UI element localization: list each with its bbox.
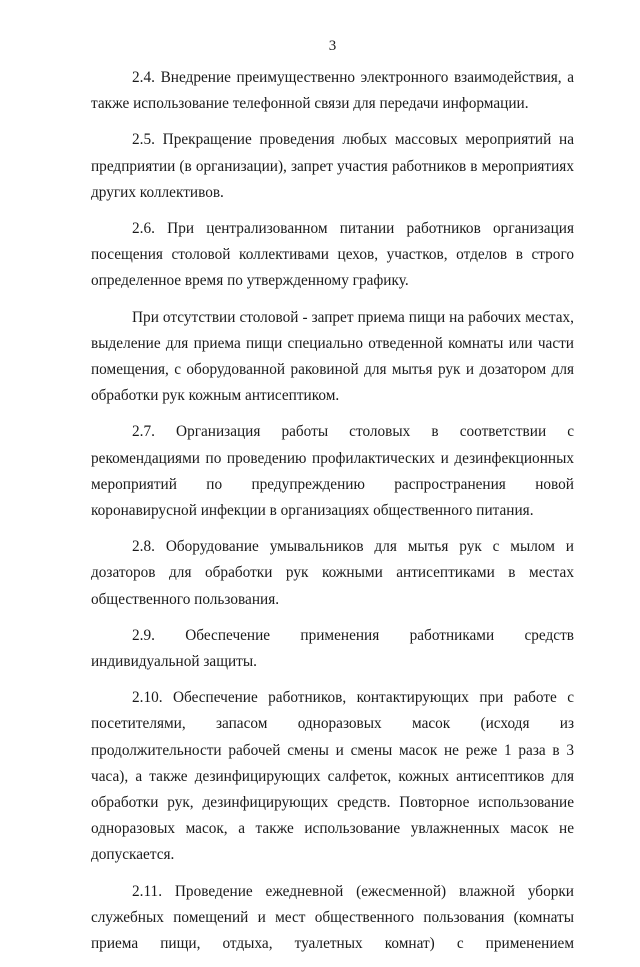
paragraph-2-4: 2.4. Внедрение преимущественно электронного взаимодействия, а также использование телефонной связи для передачи информации.	[91, 69, 574, 113]
paragraph-2-7: 2.7. Организация работы столовых в соответствии с рекомендациями по проведению профилактических и дезинфекционных мероприятий по предупреждению распространения новой коронавирусной инфекции в организациях общественного питания.	[91, 423, 574, 520]
paragraph-2-9: 2.9. Обеспечение применения работниками средств индивидуальной защиты.	[91, 626, 574, 671]
paragraph-2-5: 2.5. Прекращение проведения любых массовых мероприятий на предприятии (в организации), запрет участия работников в мероприятиях других коллективов.	[91, 131, 574, 201]
page-number: 3	[328, 38, 337, 54]
paragraph-canteen-absence: При отсутствии столовой - запрет приема пищи на рабочих местах, выделение для приема пищи специально отведенной комнаты или части помещения, с оборудованной раковиной для мытья рук и дозатором для обработки рук кожным антисептиком.	[91, 308, 574, 405]
paragraph-2-8: 2.8. Оборудование умывальников для мытья рук с мылом и дозаторов для обработки рук кожными антисептиками в местах общественного пользования.	[91, 538, 574, 608]
paragraph-2-6: 2.6. При централизованном питании работников организация посещения столовой коллективами цехов, участков, отделов в строго определенное время по утвержденному графику.	[91, 220, 574, 290]
document-body	[91, 65, 574, 967]
paragraph-2-10: 2.10. Обеспечение работников, контактирующих при работе с посетителями, запасом одноразовых масок (исходя из продолжительности рабочей смены и смены масок не реже 1 раза в 3 часа), а также дезинфицирующих салфеток, кожных антисептиков для обработки рук, дезинфицирующих средств. Повторное использование одноразовых масок, а также использование увлажненных масок не допускается.	[91, 689, 574, 864]
paragraph-2-11: 2.11. Проведение ежедневной (ежесменной) влажной уборки служебных помещений и мест общественного пользования (комнаты приема пищи, отдыха, туалетных комнат) с применением	[91, 882, 574, 953]
document-page	[91, 0, 574, 953]
